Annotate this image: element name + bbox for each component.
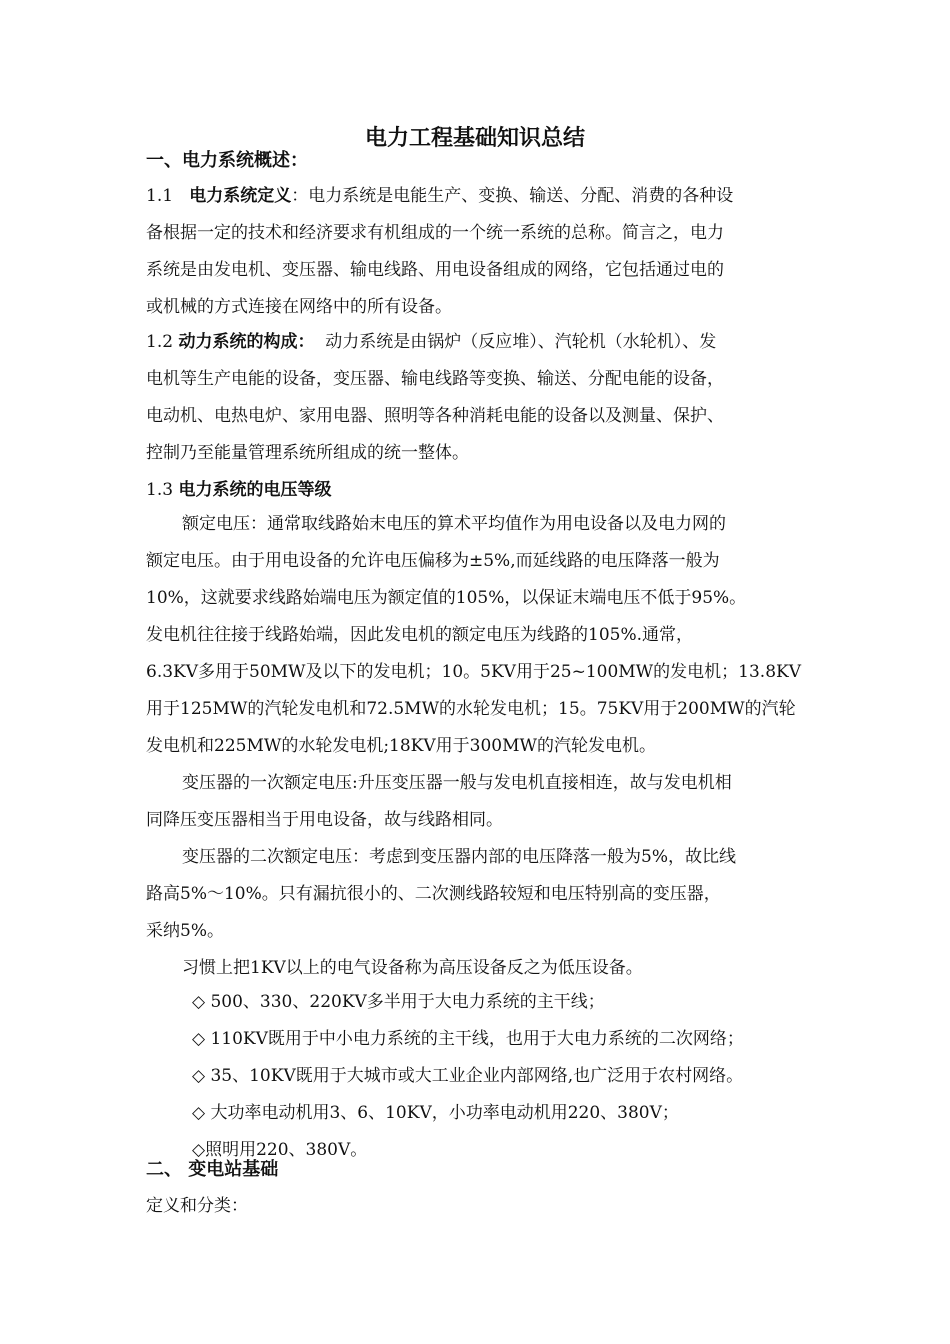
paragraph-line: 路高5%～10%。只有漏抗很小的、二次测线路较短和电压特别高的变压器， xyxy=(146,884,721,904)
paragraph-line: 采纳5%。 xyxy=(146,921,224,941)
paragraph-line: 变压器的二次额定电压：考虑到变压器内部的电压降落一般为5%，故比线 xyxy=(182,847,736,867)
voltage-level-list xyxy=(146,984,808,1169)
paragraph-line: 电动机、电热电炉、家用电器、照明等各种消耗电能的设备以及测量、保护、 xyxy=(146,406,724,426)
paragraph-line: 系统是由发电机、变压器、输电线路、用电设备组成的网络，它包括通过电的 xyxy=(146,260,724,280)
paragraph-line: 电机等生产电能的设备，变压器、输电线路等变换、输送、分配电能的设备， xyxy=(146,369,724,389)
subsection-1-1 xyxy=(146,178,808,326)
subsection-1-2 xyxy=(146,324,808,472)
subsection-lead: 电力系统定义 xyxy=(189,186,292,206)
subsection-lead: 电力系统的电压等级 xyxy=(178,480,332,500)
paragraph-line: 6.3KV多用于50MW及以下的发电机；10。5KV用于25~100MW的发电机；13.8KV xyxy=(146,662,801,682)
section-1-heading: 一、电力系统概述： xyxy=(146,150,308,171)
rated-voltage-paragraph xyxy=(146,506,808,765)
list-item: ◇照明用220、380V。 xyxy=(192,1140,368,1160)
paragraph-line: 发电机往往接于线路始端，因此发电机的额定电压为线路的105%.通常， xyxy=(146,625,694,645)
document-title: 电力工程基础知识总结 xyxy=(364,125,585,151)
section-2-heading: 二、 变电站基础 xyxy=(146,1159,279,1180)
paragraph-line: 10%，这就要求线路始端电压为额定值的105%，以保证末端电压不低于95%。 xyxy=(146,588,747,608)
paragraph-line: 变压器的一次额定电压:升压变压器一般与发电机直接相连，故与发电机相 xyxy=(182,773,732,793)
paragraph-line: 习惯上把1KV以上的电气设备称为高压设备反之为低压设备。 xyxy=(182,958,643,978)
subsection-number: 1.3 xyxy=(146,480,174,500)
transformer-secondary-paragraph xyxy=(146,839,808,950)
paragraph-line: 控制乃至能量管理系统所组成的统一整体。 xyxy=(146,443,469,463)
paragraph-line: 额定电压。由于用电设备的允许电压偏移为±5%,而延线路的电压降落一般为 xyxy=(146,551,720,571)
paragraph-line: 同降压变压器相当于用电设备，故与线路相同。 xyxy=(146,810,503,830)
paragraph-line: 或机械的方式连接在网络中的所有设备。 xyxy=(146,297,452,317)
list-item: ◇ 110KV既用于中小电力系统的主干线，也用于大电力系统的二次网络； xyxy=(192,1029,744,1049)
paragraph-line: 用于125MW的汽轮发电机和72.5MW的水轮发电机；15。75KV用于200MW的汽轮 xyxy=(146,699,796,719)
list-item: ◇ 35、10KV既用于大城市或大工业企业内部网络,也广泛用于农村网络。 xyxy=(192,1066,744,1086)
paragraph-line: 备根据一定的技术和经济要求有机组成的一个统一系统的总称。简言之，电力 xyxy=(146,223,724,243)
paragraph-line: 1.1 电力系统定义：电力系统是电能生产、变换、输送、分配、消费的各种设 xyxy=(146,186,734,206)
subsection-number: 1.2 xyxy=(146,332,174,352)
list-item: ◇ 大功率电动机用3、6、10KV，小功率电动机用220、380V； xyxy=(192,1103,679,1123)
section-2-subheading xyxy=(146,1188,808,1225)
paragraph-line: 发电机和225MW的水轮发电机;18KV用于300MW的汽轮发电机。 xyxy=(146,736,656,756)
paragraph-line: 1.2 动力系统的构成： 动力系统是由锅炉（反应堆）、汽轮机（水轮机）、发 xyxy=(146,332,717,352)
subsection-1-3-heading xyxy=(146,472,808,509)
high-low-voltage-paragraph xyxy=(146,950,808,987)
transformer-primary-paragraph xyxy=(146,765,808,839)
subsection-number: 1.1 xyxy=(146,186,174,206)
paragraph-line: 额定电压：通常取线路始末电压的算术平均值作为用电设备以及电力网的 xyxy=(182,514,726,534)
list-item: ◇ 500、330、220KV多半用于大电力系统的主干线； xyxy=(192,992,605,1012)
subsection-lead: 动力系统的构成： xyxy=(178,332,315,352)
paragraph-line: 定义和分类： xyxy=(146,1196,248,1216)
